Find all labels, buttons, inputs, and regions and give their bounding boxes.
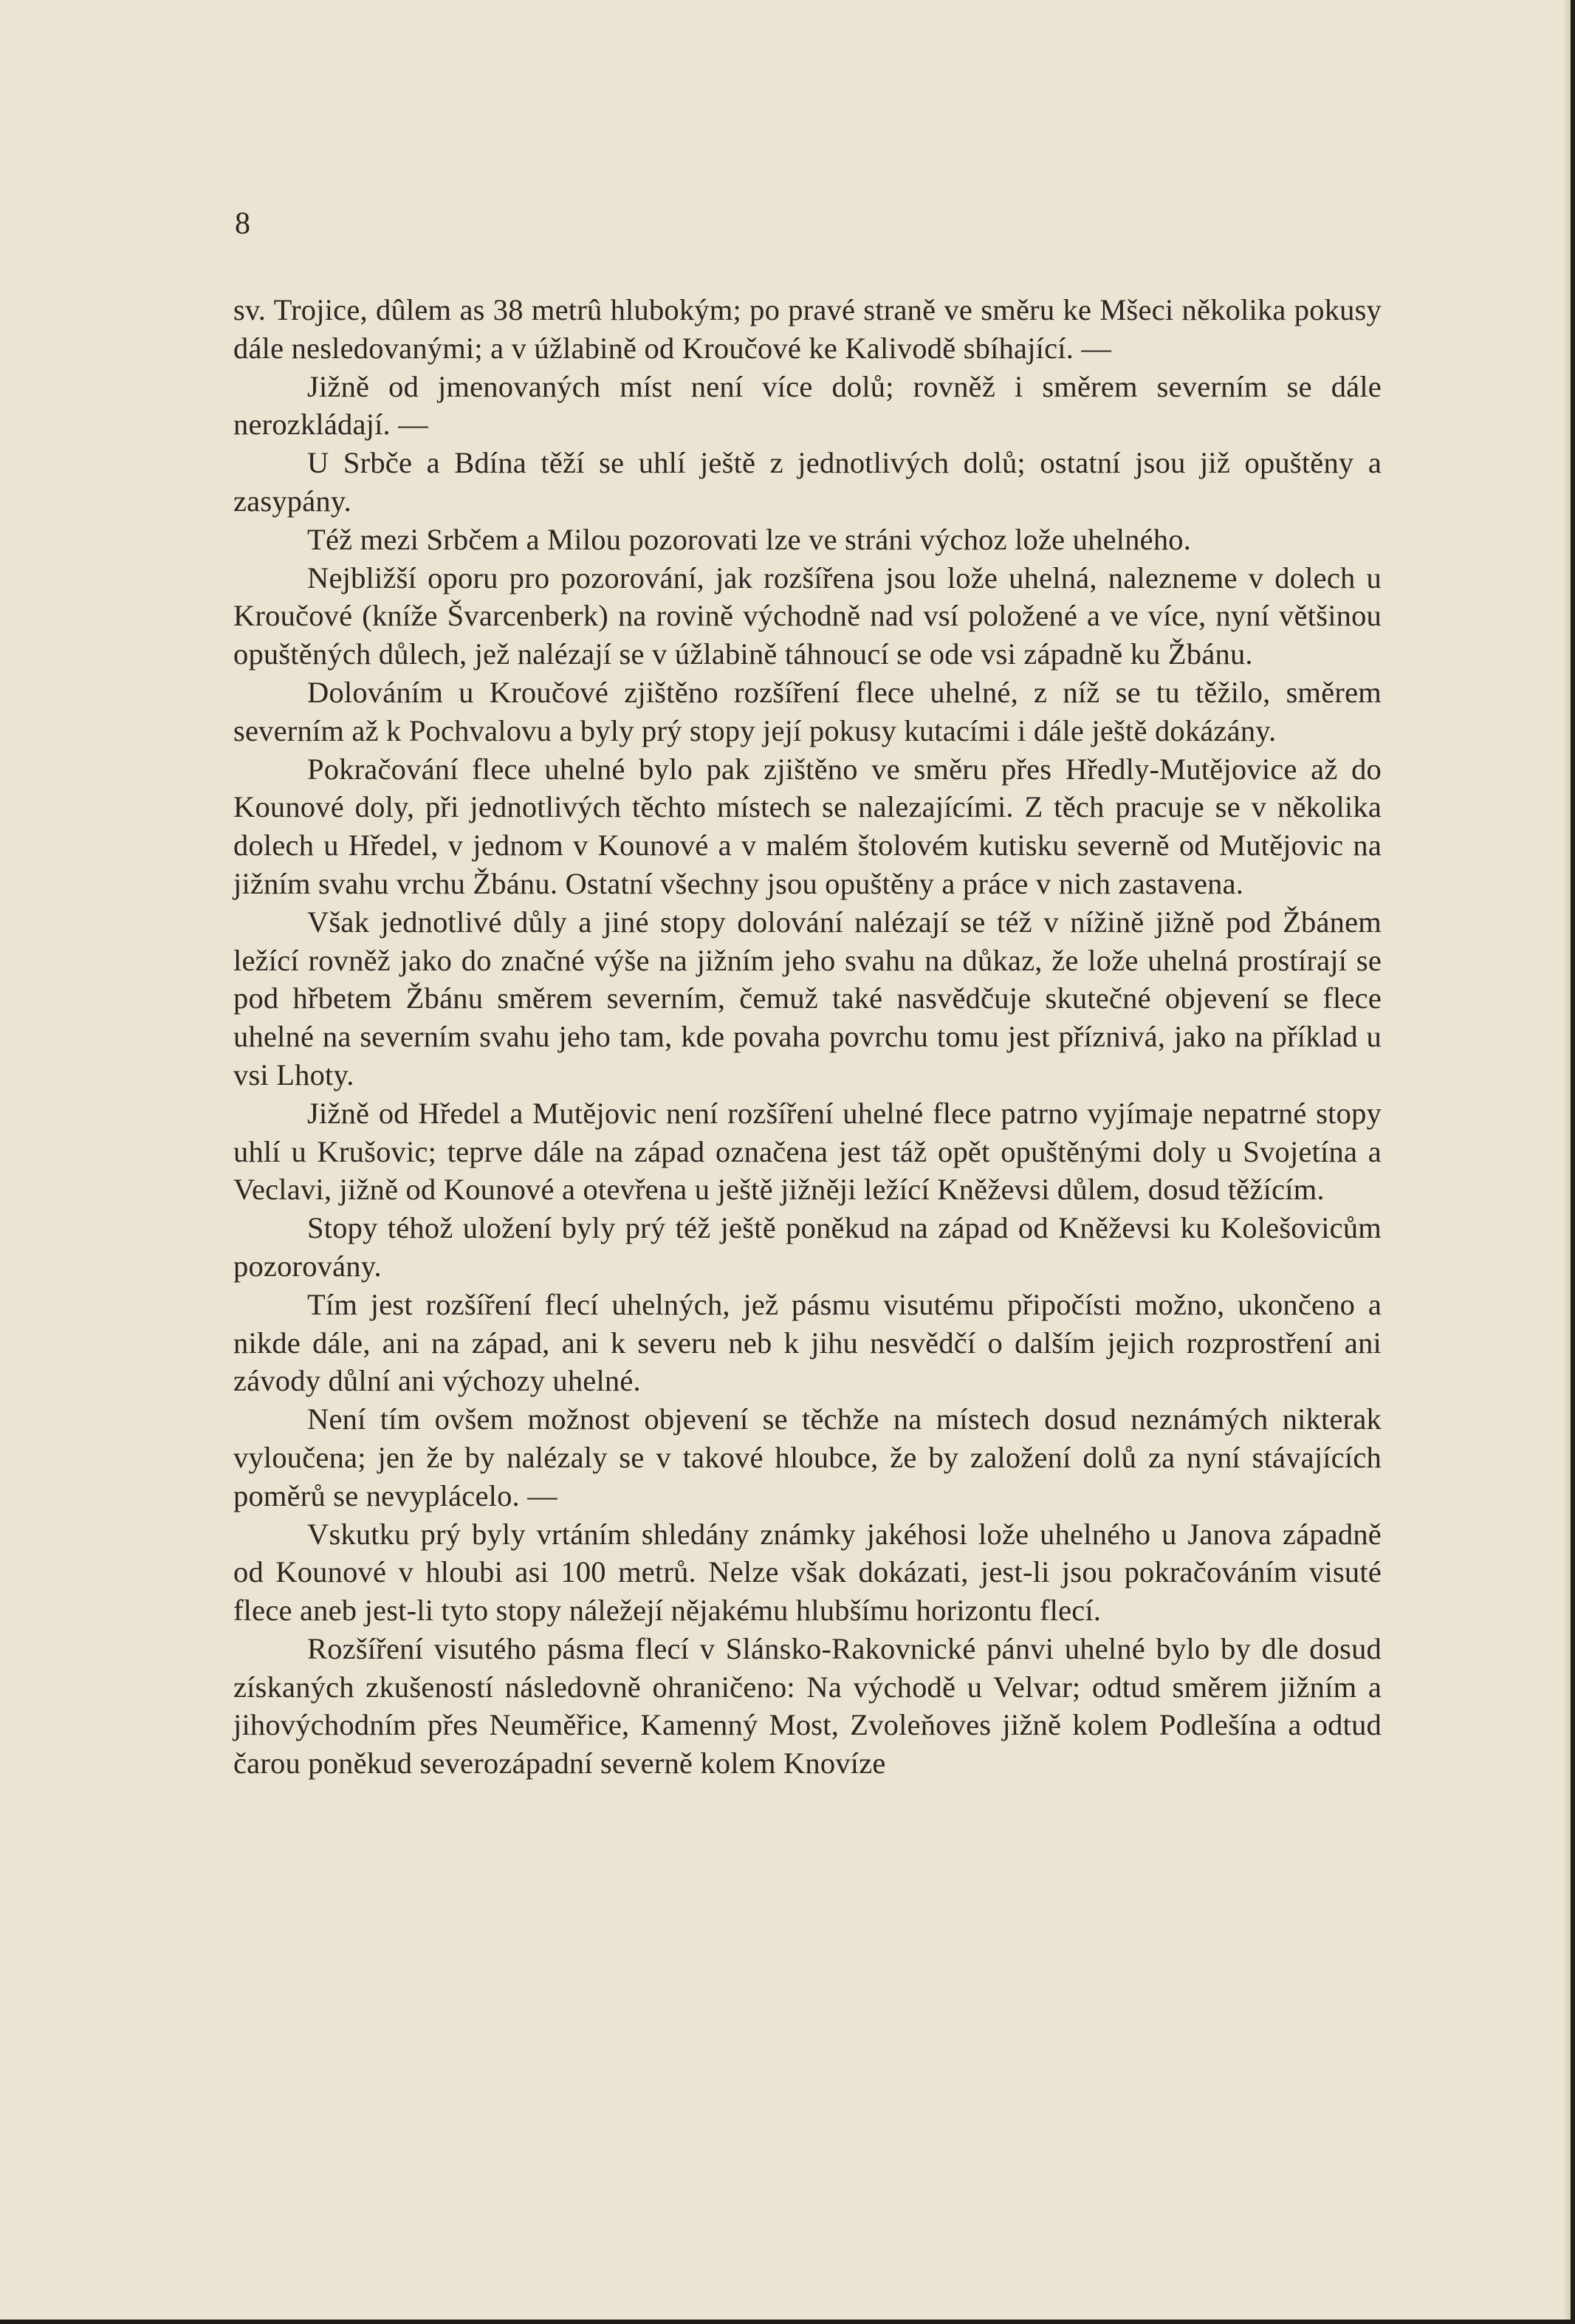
paragraph: Však jednotlivé důly a jiné stopy dolování nalézají se též v nížině jižně pod Žbánem ležící rovněž jako do značné výše na jižním jeho svahu na důkaz, že lože uhelná prostírají se pod hřbetem Žbánu směrem severním, čemuž také nasvědčuje skutečné objevení se flece uhelné na severním svahu jeho tam, kde povaha povrchu tomu jest příznivá, jako na příklad u vsi Lhoty. — [233, 905, 1382, 1091]
paragraph: Tím jest rozšíření flecí uhelných, jež pásmu visutému připočísti možno, ukončeno a nikde dále, ani na západ, ani k severu neb k jihu nesvědčí o dalším jejich rozprostření ani závody důlní ani výchozy uhelné. — [233, 1287, 1382, 1398]
page-number: 8 — [235, 207, 250, 241]
paragraph: U Srbče a Bdína těží se uhlí ještě z jednotlivých dolů; ostatní jsou již opuštěny a zasypány. — [233, 446, 1382, 518]
paragraph: Rozšíření visutého pásma flecí v Slánsko-Rakovnické pánvi uhelné bylo by dle dosud získaných zkušeností následovně ohraničeno: Na východě u Velvar; odtud směrem jižním a jihovýchodním přes Neuměřice, Kamenný Most, Zvoleňoves jižně kolem Podlešína a odtud čarou poněkud severozápadní severně kolem Knovíze — [233, 1631, 1382, 1780]
paragraph: Jižně od Hředel a Mutějovic není rozšíření uhelné flece patrno vyjímaje nepatrné stopy uhlí u Krušovic; teprve dále na západ označena jest táž opět opuštěnými doly u Svojetína a Veclavi, jižně od Kounové a otevřena u ještě jižněji ležící Kněževsi důlem, dosud těžícím. — [233, 1096, 1382, 1207]
paragraph: Vskutku prý byly vrtáním shledány známky jakéhosi lože uhelného u Janova západně od Kounové v hloubi asi 100 metrů. Nelze však dokázati, jest-li jsou pokračováním visuté flece aneb jest-li tyto stopy náležejí nějakému hlubšímu horizontu flecí. — [233, 1517, 1382, 1628]
paragraph: Nejbližší oporu pro pozorování, jak rozšířena jsou lože uhelná, nalezneme v dolech u Kroučové (kníže Švarcenberk) na rovině východně nad vsí položené a ve více, nyní většinou opuštěných důlech, jež nalézají se v úžlabině táhnoucí se ode vsi západně ku Žbánu. — [233, 561, 1382, 671]
scan-border-right — [1571, 0, 1575, 2324]
paragraph: Jižně od jmenovaných míst není více dolů; rovněž i směrem severním se dále nerozkládají. — — [233, 369, 1382, 442]
paragraph: Dolováním u Kroučové zjištěno rozšíření flece uhelné, z níž se tu těžilo, směrem severním až k Pochvalovu a byly prý stopy její pokusy kutacími i dále ještě dokázány. — [233, 675, 1382, 747]
paragraph: Pokračování flece uhelné bylo pak zjištěno ve směru přes Hředly-Mutějovice až do Kounové doly, při jednotlivých těchto místech se nalezajícími. Z těch pracuje se v několika dolech u Hředel, v jednom v Kounové a v malém štolovém kutisku severně od Mutějovic na jižním svahu vrchu Žbánu. Ostatní všechny jsou opuštěny a práce v nich zastavena. — [233, 752, 1382, 900]
paragraph: sv. Trojice, dûlem as 38 metrû hlubokým; po pravé straně ve směru ke Mšeci několika pokusy dále nesledovanými; a v úžlabině od Kroučové ke Kalivodě sbíhající. — — [233, 293, 1382, 365]
paragraph: Též mezi Srbčem a Milou pozorovati lze ve stráni výchoz lože uhelného. — [307, 522, 1192, 556]
paragraph: Stopy téhož uložení byly prý též ještě poněkud na západ od Kněževsi ku Kolešovicům pozorovány. — [233, 1211, 1382, 1283]
body-text — [233, 291, 1382, 1783]
paragraph: Není tím ovšem možnost objevení se těchže na místech dosud neznámých nikterak vyloučena; jen že by nalézaly se v takové hloubce, že by založení dolů za nyní stávajících poměrů se nevyplácelo. — — [233, 1402, 1382, 1512]
scan-border-bottom — [0, 2320, 1575, 2324]
